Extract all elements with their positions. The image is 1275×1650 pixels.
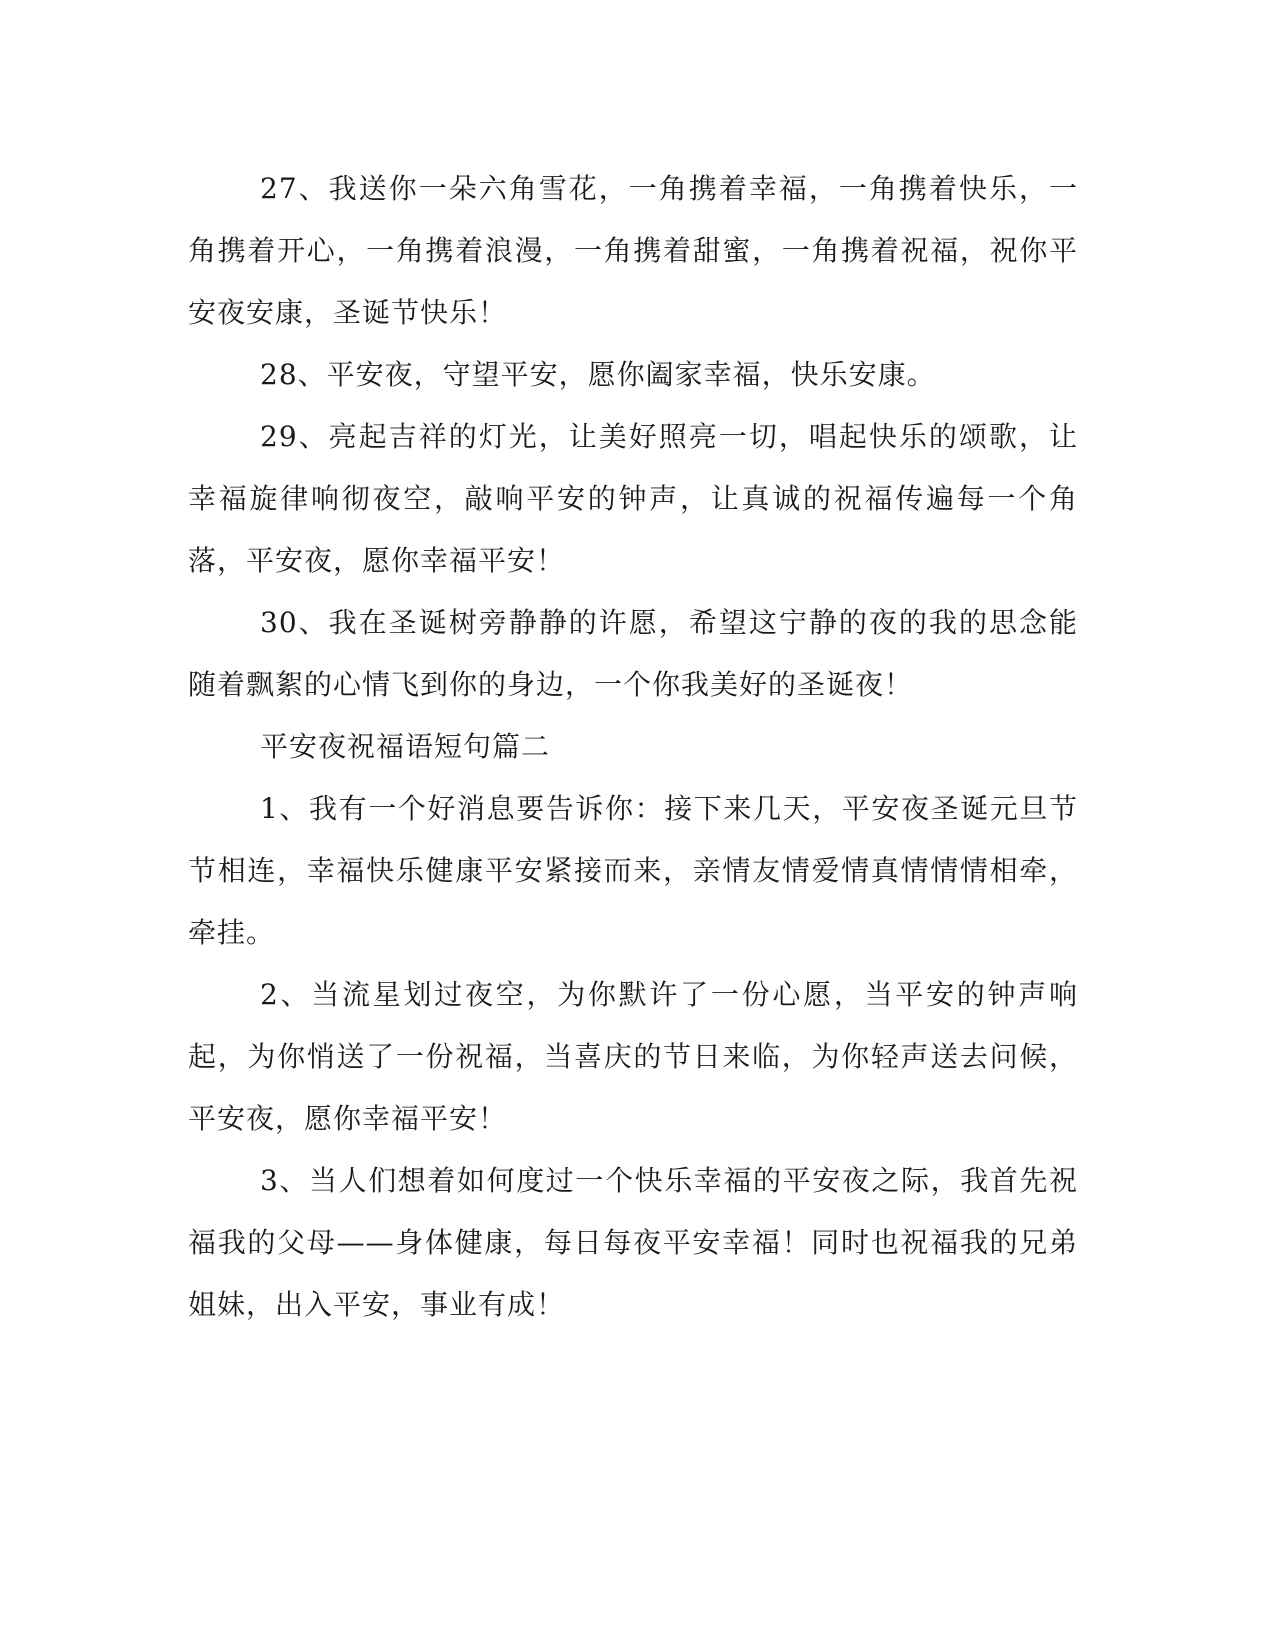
document-body [188,158,1078,1336]
paragraph-29: 29、亮起吉祥的灯光，让美好照亮一切，唱起快乐的颂歌，让幸福旋律响彻夜空，敲响平安的钟声，让真诚的祝福传遍每一个角落，平安夜，愿你幸福平安！ [188,420,1078,577]
paragraph-3: 3、当人们想着如何度过一个快乐幸福的平安夜之际，我首先祝福我的父母——身体健康，每日每夜平安幸福！同时也祝福我的兄弟姐妹，出入平安，事业有成！ [188,1164,1078,1321]
paragraph-27: 27、我送你一朵六角雪花，一角携着幸福，一角携着快乐，一角携着开心，一角携着浪漫，一角携着甜蜜，一角携着祝福，祝你平安夜安康，圣诞节快乐！ [188,172,1078,329]
paragraph-2: 2、当流星划过夜空，为你默许了一份心愿，当平安的钟声响起，为你悄送了一份祝福，当喜庆的节日来临，为你轻声送去问候，平安夜，愿你幸福平安！ [188,978,1078,1135]
paragraph-1: 1、我有一个好消息要告诉你：接下来几天，平安夜圣诞元旦节节相连，幸福快乐健康平安紧接而来，亲情友情爱情真情情情相牵，牵挂。 [188,792,1078,949]
paragraph-30: 30、我在圣诞树旁静静的许愿，希望这宁静的夜的我的思念能随着飘絮的心情飞到你的身边，一个你我美好的圣诞夜！ [188,606,1078,701]
section-heading: 平安夜祝福语短句篇二 [260,730,551,763]
paragraph-28: 28、平安夜，守望平安，愿你阖家幸福，快乐安康。 [260,358,936,391]
